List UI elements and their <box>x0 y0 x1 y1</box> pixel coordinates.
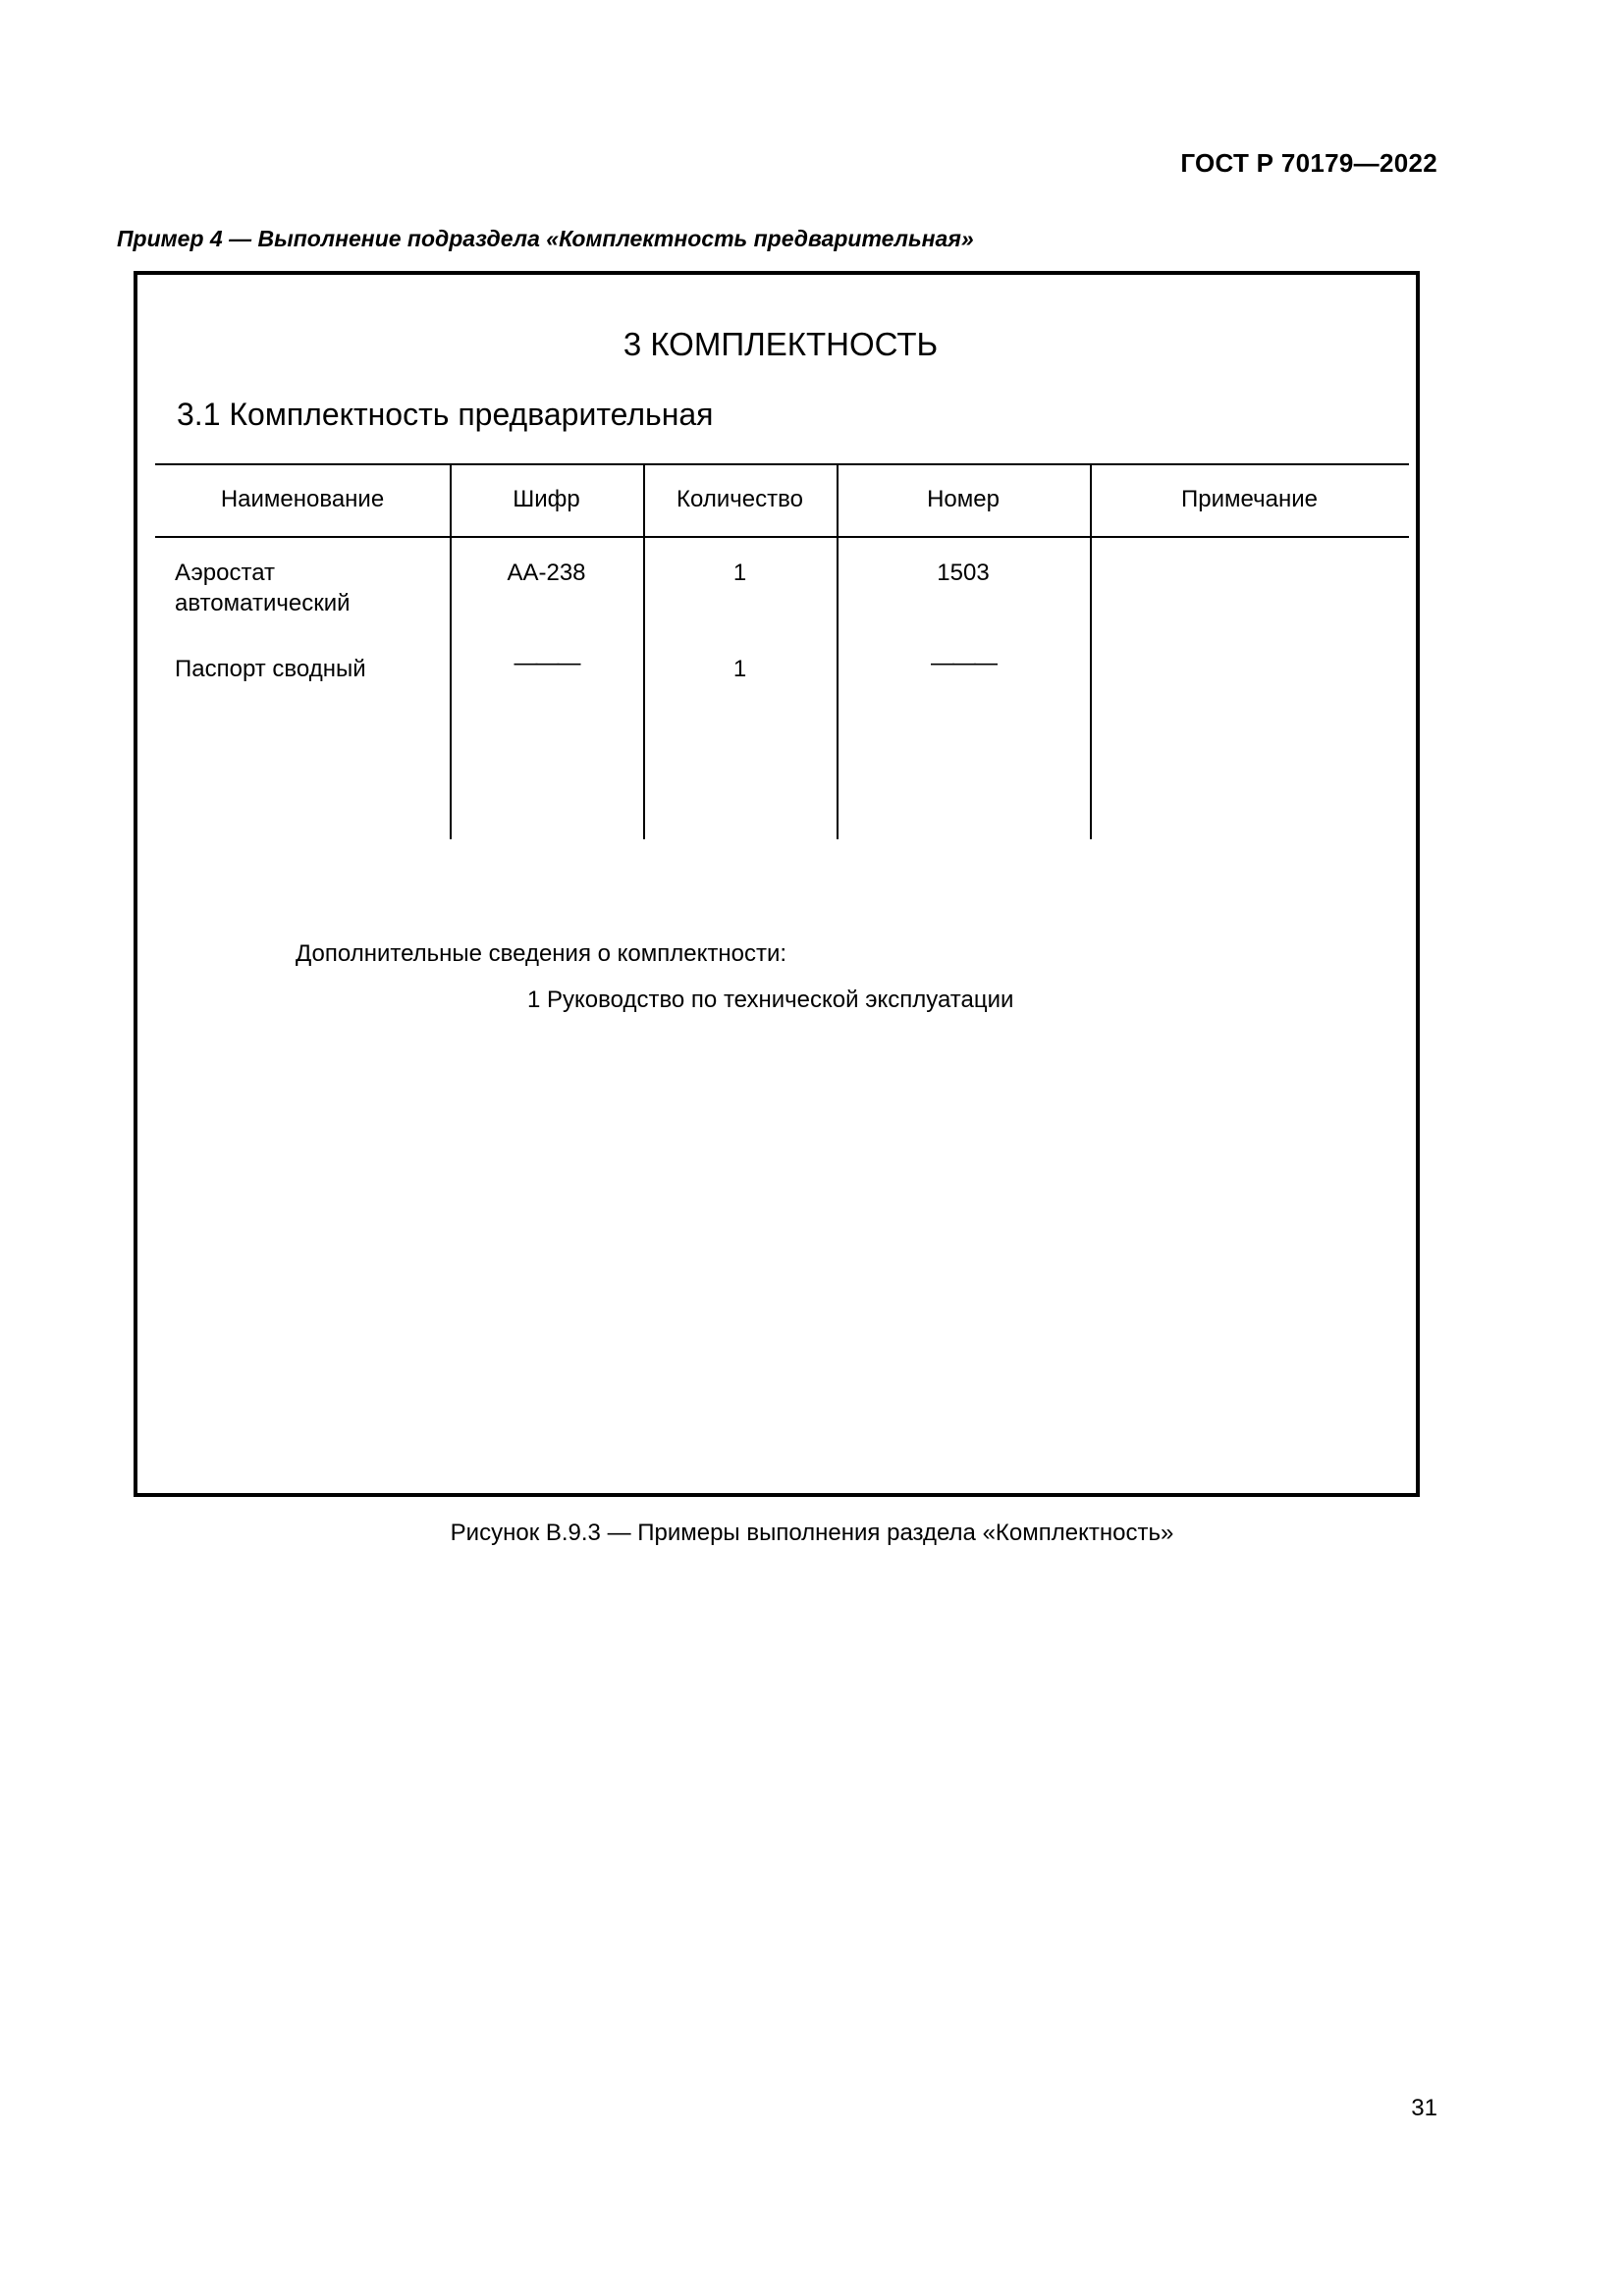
dash-placeholder: ——— <box>514 650 579 676</box>
example-caption: Пример 4 — Выполнение подраздела «Комплектность предварительная» <box>117 226 974 251</box>
page-number: 31 <box>1411 2095 1437 2121</box>
column-header-name: Наименование <box>220 486 385 512</box>
table-cell-number <box>837 648 1090 678</box>
subsection-title: 3.1 Комплектность предварительная <box>177 397 714 432</box>
column-header-quantity: Количество <box>677 486 803 512</box>
section-title: 3 КОМПЛЕКТНОСТЬ <box>623 326 939 362</box>
table-top-rule <box>155 463 1409 465</box>
column-divider <box>643 463 645 839</box>
table-header-rule <box>155 536 1409 538</box>
column-divider <box>1090 463 1092 839</box>
table-cell-code <box>450 648 643 678</box>
table-cell-quantity: 1 <box>732 656 747 682</box>
table-cell-code: АА-238 <box>507 560 586 586</box>
additional-info-item: 1 Руководство по технической эксплуатации <box>527 987 1014 1013</box>
table-cell-name: Паспорт сводный <box>175 656 366 682</box>
column-header-note: Примечание <box>1181 486 1318 512</box>
dash-placeholder: ——— <box>931 650 996 676</box>
document-code: ГОСТ Р 70179—2022 <box>1180 148 1437 178</box>
figure-caption: Рисунок В.9.3 — Примеры выполнения раздела «Комплектность» <box>450 1520 1174 1546</box>
table-cell-name: Аэростат автоматический <box>175 560 351 616</box>
table-cell-number: 1503 <box>937 560 990 586</box>
column-header-code: Шифр <box>513 486 580 512</box>
additional-info-label: Дополнительные сведения о комплектности: <box>296 940 787 967</box>
table-cell-quantity: 1 <box>732 560 747 586</box>
column-header-number: Номер <box>927 486 1000 512</box>
example-frame <box>134 271 1420 1497</box>
